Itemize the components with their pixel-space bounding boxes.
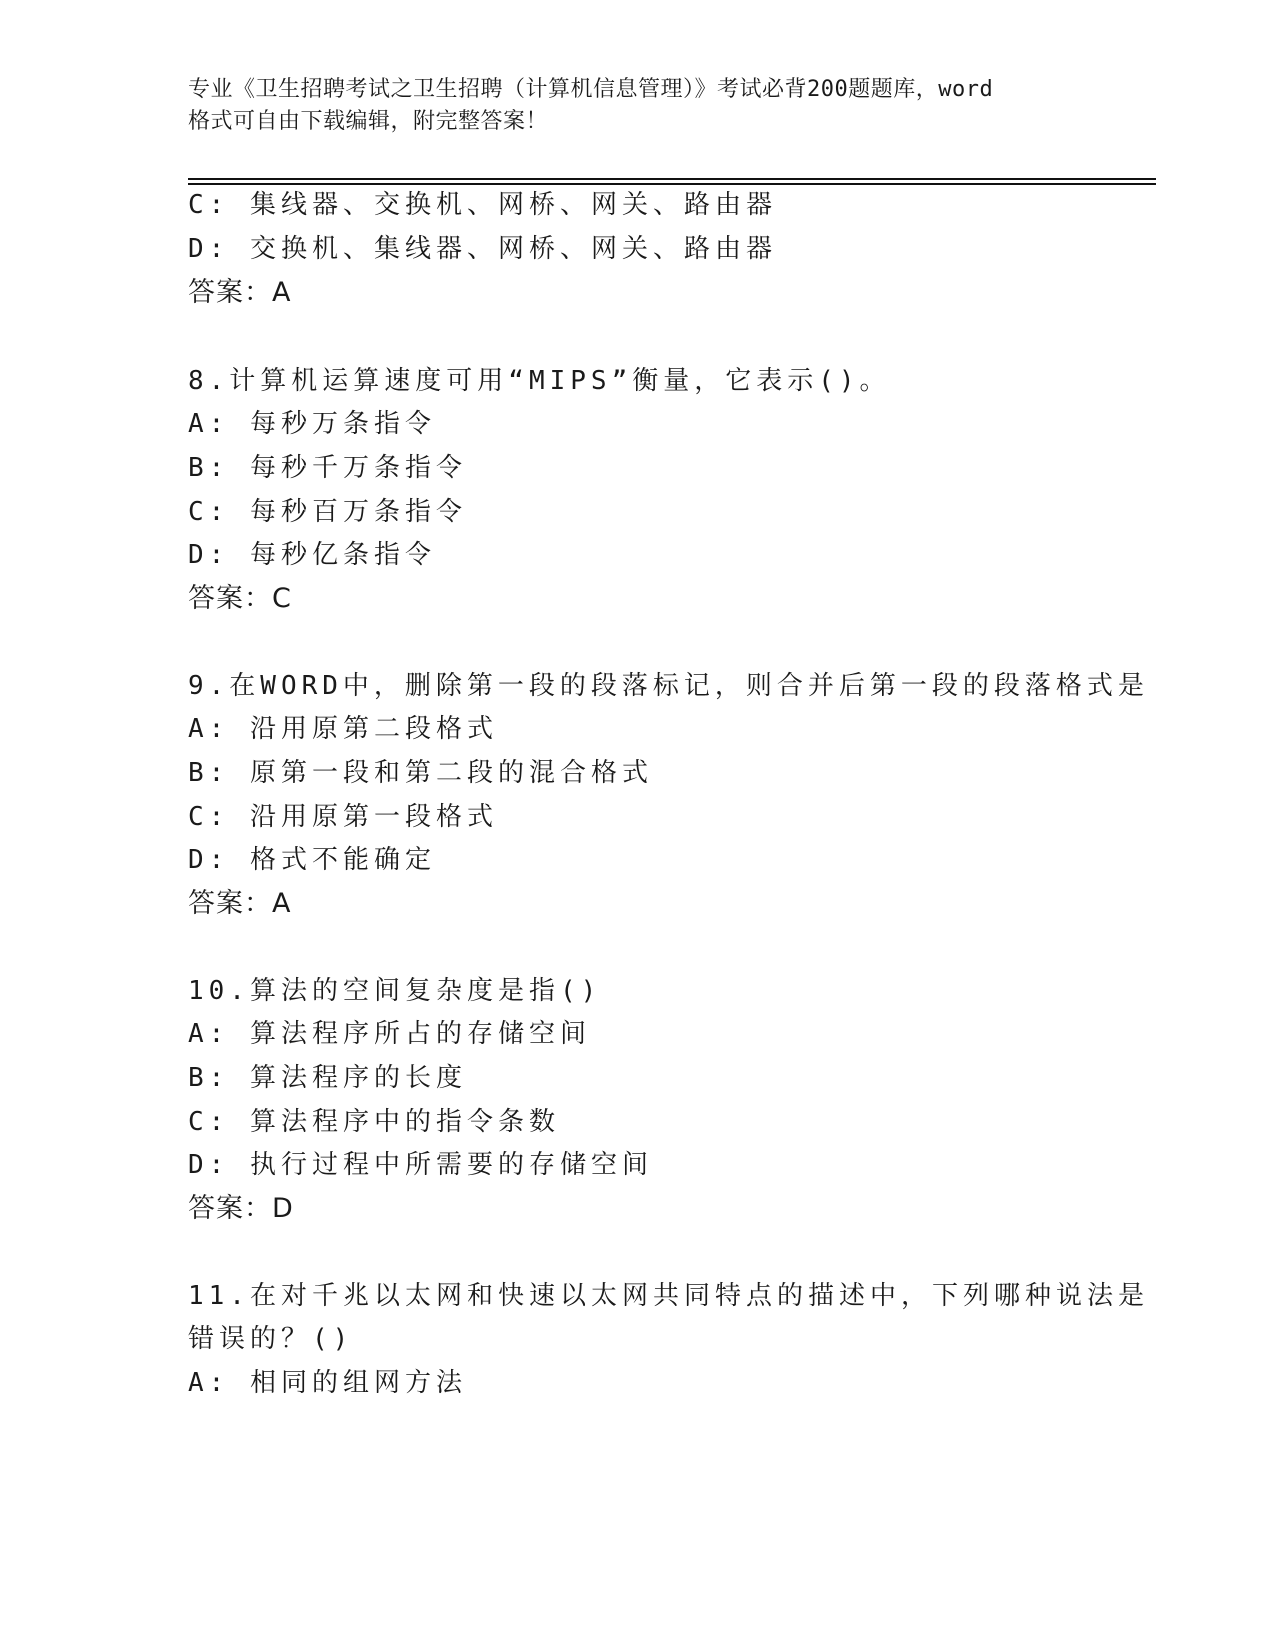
option-d: D: 执行过程中所需要的存储空间: [188, 1150, 653, 1180]
document-title: [188, 74, 1088, 138]
option-d: D: 交换机、集线器、网桥、网关、路由器: [188, 234, 777, 264]
answer: 答案：A: [188, 277, 292, 308]
question-stem-line-2: 错误的？(): [188, 1324, 354, 1354]
option-d: D: 每秒亿条指令: [188, 540, 436, 570]
answer: 答案：A: [188, 888, 292, 919]
question-stem: 9.在WORD中，删除第一段的段落标记，则合并后第一段的段落格式是: [188, 671, 1149, 701]
option-c: C: 集线器、交换机、网桥、网关、路由器: [188, 190, 777, 220]
question-stem: 10.算法的空间复杂度是指(): [188, 976, 602, 1006]
title-line-2: 格式可自由下载编辑，附完整答案！: [188, 109, 549, 134]
question-stem-line-1: 11.在对千兆以太网和快速以太网共同特点的描述中，下列哪种说法是: [188, 1281, 1149, 1311]
option-a: A: 算法程序所占的存储空间: [188, 1019, 591, 1049]
option-c: C: 沿用原第一段格式: [188, 802, 498, 832]
option-a: A: 沿用原第二段格式: [188, 714, 498, 744]
title-line-1: 专业《卫生招聘考试之卫生招聘（计算机信息管理）》考试必背200题题库，word: [188, 77, 994, 102]
header-divider-top: [188, 178, 1156, 180]
option-a: A: 每秒万条指令: [188, 409, 436, 439]
answer: 答案：D: [188, 1193, 294, 1224]
option-d: D: 格式不能确定: [188, 845, 436, 875]
option-a: A: 相同的组网方法: [188, 1368, 467, 1398]
option-c: C: 算法程序中的指令条数: [188, 1107, 560, 1137]
option-c: C: 每秒百万条指令: [188, 497, 467, 527]
option-b: B: 算法程序的长度: [188, 1063, 467, 1093]
option-b: B: 每秒千万条指令: [188, 453, 467, 483]
option-b: B: 原第一段和第二段的混合格式: [188, 758, 653, 788]
question-stem: 8.计算机运算速度可用“MIPS”衡量，它表示()。: [188, 366, 891, 396]
header-divider-bottom: [188, 183, 1156, 185]
answer: 答案：C: [188, 583, 292, 614]
